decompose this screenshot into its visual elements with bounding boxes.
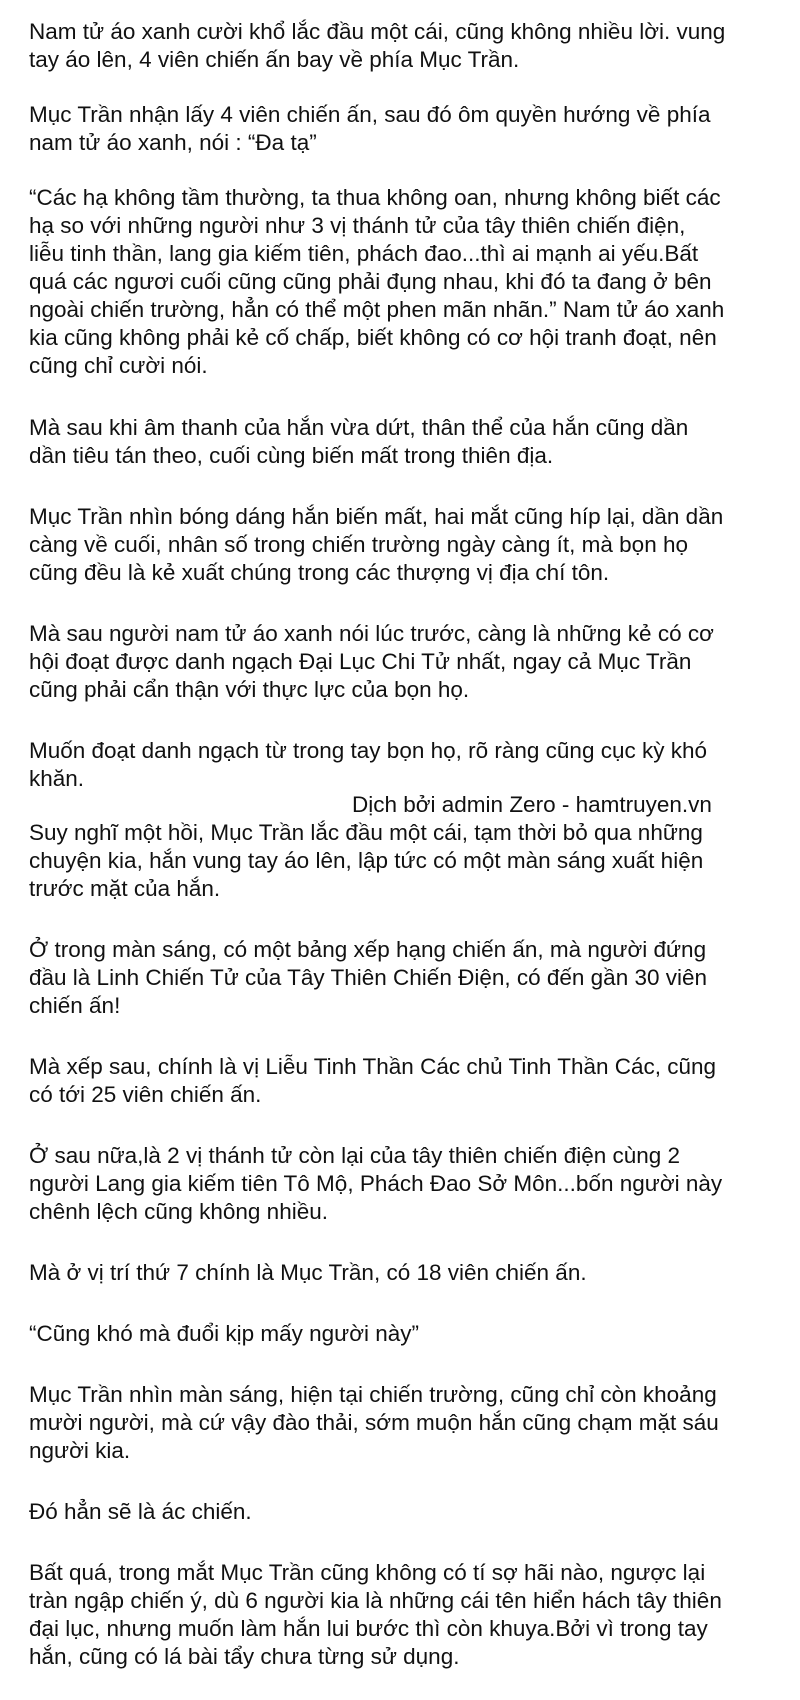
text-line: Ở trong màn sáng, có một bảng xếp hạng chiến ấn, mà người đứng: [29, 937, 707, 962]
text-line: “Cũng khó mà đuổi kịp mấy người này”: [29, 1321, 419, 1346]
text-line: mười người, mà cứ vậy đào thải, sớm muộn hắn cũng chạm mặt sáu: [29, 1410, 719, 1435]
text-line: cũng chỉ cười nói.: [29, 353, 208, 378]
text-line: Mà ở vị trí thứ 7 chính là Mục Trần, có 18 viên chiến ấn.: [29, 1260, 587, 1285]
text-line: khăn.: [29, 766, 85, 791]
text-line: Đó hẳn sẽ là ác chiến.: [29, 1499, 252, 1524]
text-line: người Lang gia kiếm tiên Tô Mộ, Phách Đao Sở Môn...bốn người này: [29, 1171, 723, 1196]
text-line: tay áo lên, 4 viên chiến ấn bay về phía Mục Trần.: [29, 47, 520, 72]
text-line: cũng phải cẩn thận với thực lực của bọn họ.: [29, 677, 470, 702]
text-line: Ở sau nữa,là 2 vị thánh tử còn lại của tây thiên chiến điện cùng 2: [29, 1143, 681, 1168]
text-line: người kia.: [29, 1438, 131, 1463]
text-line: trước mặt của hắn.: [29, 876, 221, 901]
text-line: Mục Trần nhận lấy 4 viên chiến ấn, sau đó ôm quyền hướng về phía: [29, 102, 711, 127]
text-line: chênh lệch cũng không nhiều.: [29, 1199, 328, 1224]
text-line: cũng đều là kẻ xuất chúng trong các thượng vị địa chí tôn.: [29, 560, 610, 585]
text-line: Mà sau khi âm thanh của hắn vừa dứt, thân thể của hắn cũng dần: [29, 415, 689, 440]
text-line: hạ so với những người như 3 vị thánh tử của tây thiên chiến điện,: [29, 213, 686, 238]
text-line: ngoài chiến trường, hẳn có thể một phen mãn nhãn.” Nam tử áo xanh: [29, 297, 725, 322]
text-line: đầu là Linh Chiến Tử của Tây Thiên Chiến Điện, có đến gần 30 viên: [29, 965, 708, 990]
text-line: Mục Trần nhìn màn sáng, hiện tại chiến trường, cũng chỉ còn khoảng: [29, 1382, 717, 1407]
text-line: dần tiêu tán theo, cuối cùng biến mất trong thiên địa.: [29, 443, 554, 468]
text-line: kia cũng không phải kẻ cố chấp, biết không có cơ hội tranh đoạt, nên: [29, 325, 717, 350]
text-line: liễu tinh thần, lang gia kiếm tiên, phách đao...thì ai mạnh ai yếu.Bất: [29, 241, 699, 266]
text-line: quá các ngươi cuối cũng cũng phải đụng nhau, khi đó ta đang ở bên: [29, 269, 712, 294]
text-line: chiến ấn!: [29, 993, 121, 1018]
text-line: Bất quá, trong mắt Mục Trần cũng không có tí sợ hãi nào, ngược lại: [29, 1560, 706, 1585]
text-line: Mà sau người nam tử áo xanh nói lúc trước, càng là những kẻ có cơ: [29, 621, 714, 646]
text-line: có tới 25 viên chiến ấn.: [29, 1082, 262, 1107]
text-line: hắn, cũng có lá bài tẩy chưa từng sử dụng.: [29, 1644, 460, 1669]
text-line: càng về cuối, nhân số trong chiến trường ngày càng ít, mà bọn họ: [29, 532, 688, 557]
text-line: tràn ngập chiến ý, dù 6 người kia là những cái tên hiển hách tây thiên: [29, 1588, 722, 1613]
text-line: Mục Trần nhìn bóng dáng hắn biến mất, hai mắt cũng híp lại, dần dần: [29, 504, 724, 529]
text-line: nam tử áo xanh, nói : “Đa tạ”: [29, 130, 317, 155]
translator-credit: Dịch bởi admin Zero - hamtruyen.vn: [352, 792, 712, 817]
text-line: chuyện kia, hắn vung tay áo lên, lập tức có một màn sáng xuất hiện: [29, 848, 704, 873]
text-line: Suy nghĩ một hồi, Mục Trần lắc đầu một cái, tạm thời bỏ qua những: [29, 820, 703, 845]
text-line: “Các hạ không tầm thường, ta thua không oan, nhưng không biết các: [29, 185, 721, 210]
text-line: Muốn đoạt danh ngạch từ trong tay bọn họ, rõ ràng cũng cục kỳ khó: [29, 738, 707, 763]
text-line: Mà xếp sau, chính là vị Liễu Tinh Thần Các chủ Tinh Thần Các, cũng: [29, 1054, 717, 1079]
text-line: Nam tử áo xanh cười khổ lắc đầu một cái, cũng không nhiều lời. vung: [29, 19, 726, 44]
text-line: đại lục, nhưng muốn làm hắn lui bước thì còn khuya.Bởi vì trong tay: [29, 1616, 708, 1641]
text-line: hội đoạt được danh ngạch Đại Lục Chi Tử nhất, ngay cả Mục Trần: [29, 649, 692, 674]
